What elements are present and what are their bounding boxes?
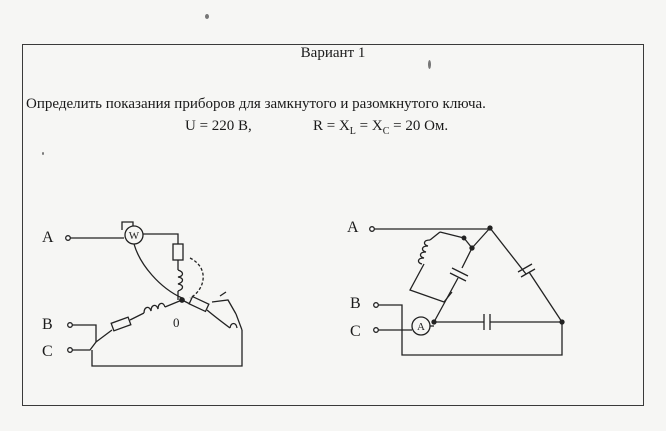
right-phase-b-label: B — [350, 295, 361, 312]
left-star-circuit — [66, 222, 242, 366]
impedance-values: $R = X_L = X_C = 20$ Ом. — [313, 118, 449, 137]
right-phase-c-label: C — [350, 323, 361, 340]
left-phase-c-label: C — [42, 343, 53, 360]
right-delta-circuit — [370, 226, 564, 355]
wattmeter-icon — [125, 226, 143, 244]
task-statement: Определить показания приборов для замкнутого и разомкнутого ключа. — [26, 96, 486, 112]
svg-text:A: A — [417, 321, 425, 333]
voltage-value: U = 220 В, — [185, 118, 252, 134]
svg-text:W: W — [128, 230, 140, 242]
ammeter-icon — [412, 317, 430, 335]
variant-title: Вариант 1 — [300, 45, 366, 61]
left-phase-a-label: A — [42, 229, 54, 246]
svg-text:0: 0 — [173, 315, 180, 330]
left-phase-b-label: B — [42, 316, 53, 333]
right-phase-a-label: A — [347, 219, 359, 236]
